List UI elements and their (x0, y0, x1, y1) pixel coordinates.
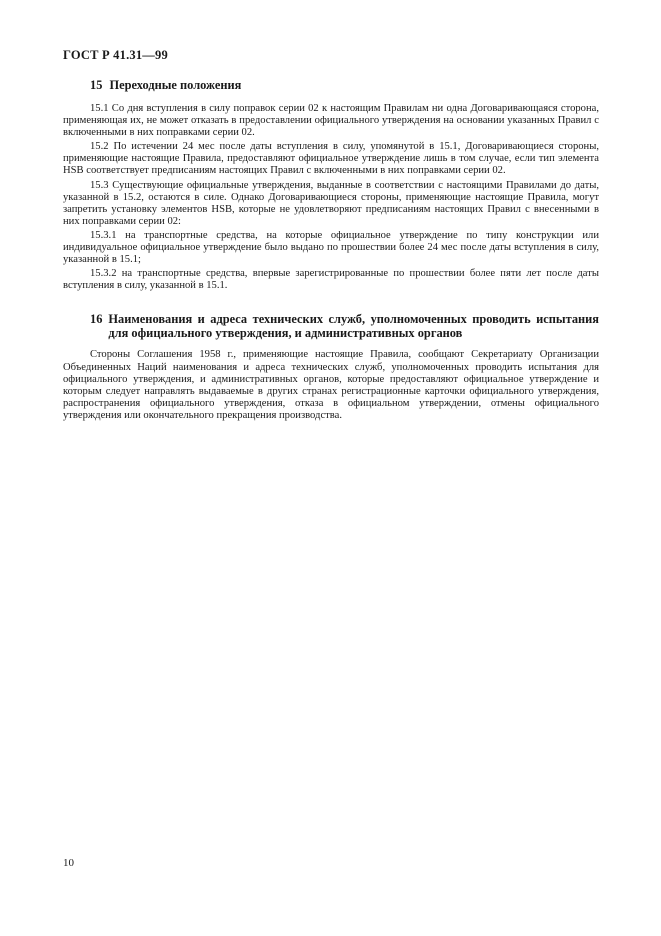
section-15-number: 15 (90, 78, 103, 92)
section-16-number: 16 (90, 312, 103, 327)
page-number: 10 (63, 857, 74, 869)
paragraph-16: Стороны Соглашения 1958 г., применяющие настоящие Правила, сообщают Секретариату Организации Объединенных Наций наименования и адреса технических служб, уполномоченных проводить испытания для официального утверждения, и административных органов, которые предоставляют официальное утверждение и которым следует направлять выдаваемые в других странах регистрационные карточки официального утверждения, распространения официального утверждения, отказа в официальном утверждении, отмены официального утверждения или окончательного прекращения производства. (63, 349, 599, 421)
section-16-heading (63, 312, 599, 340)
paragraph-15-3-1: 15.3.1 на транспортные средства, на которые официальное утверждение по типу конструкции или индивидуальное официальное утверждение было выдано по прошествии более 24 мес после даты вступления в силу, указанной в 15.1; (63, 229, 599, 266)
section-15-heading (63, 78, 599, 92)
paragraph-15-3: 15.3 Существующие официальные утверждения, выданные в соответствии с настоящими Правилами до даты, указанной в 15.2, остаются в силе. Однако Договаривающиеся стороны, применяющие настоящие Правила, могут запретить установку элементов HSB, которые не удовлетворяют предписаниям настоящих Правил с внесенными в них поправками серии 02: (63, 179, 599, 227)
paragraph-15-1: 15.1 Со дня вступления в силу поправок серии 02 к настоящим Правилам ни одна Договаривающаяся сторона, применяющая их, не может отказать в предоставлении официального утверждения на основании указанных Правил с включенными в них поправками серии 02. (63, 103, 599, 139)
document-code: ГОСТ Р 41.31—99 (63, 48, 168, 62)
section-16-title: Наименования и адреса технических служб, уполномоченных проводить испытания для официального утверждения, и административных органов (108, 312, 599, 341)
section-15-title: Переходные положения (109, 78, 242, 92)
paragraph-15-3-2: 15.3.2 на транспортные средства, впервые зарегистрированные по прошествии более пяти лет после даты вступления в силу, указанной в 15.1. (63, 268, 599, 292)
page-content (63, 78, 599, 424)
paragraph-15-2: 15.2 По истечении 24 мес после даты вступления в силу, упомянутой в 15.1, Договаривающиеся стороны, применяющие настоящие Правила, предоставляют официальное утверждение лишь в том случае, если тип элемента HSB соответствует предписаниям настоящих Правил с включенными в них поправками серии 02. (63, 141, 599, 177)
